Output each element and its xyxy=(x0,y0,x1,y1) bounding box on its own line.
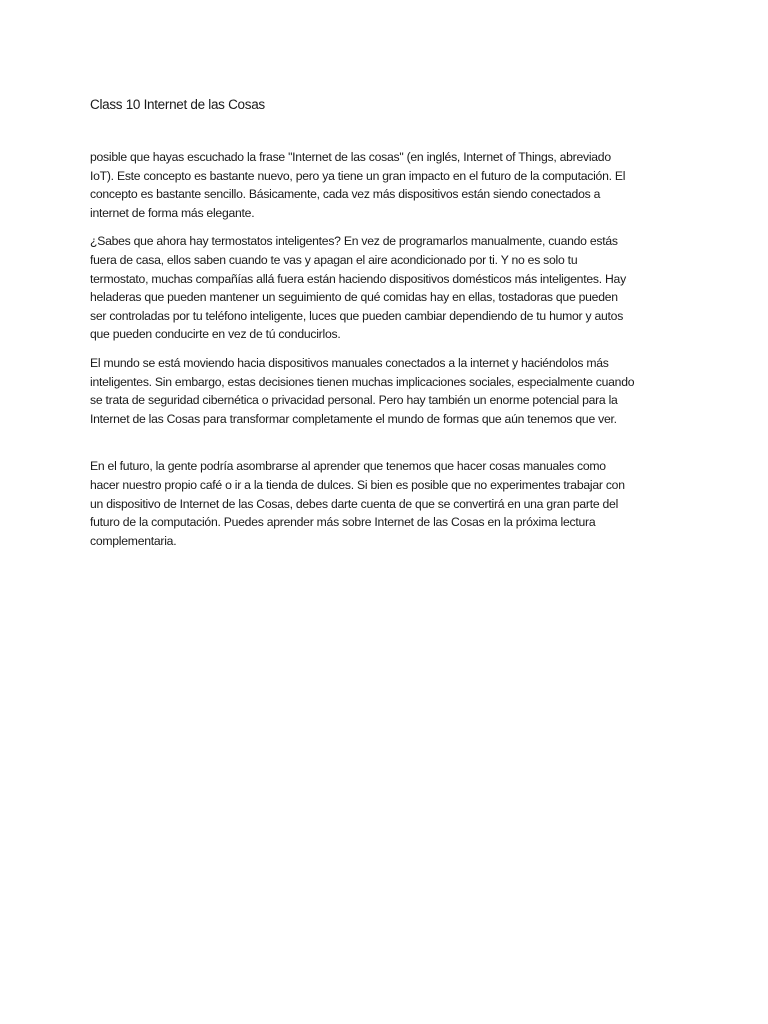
text-line: se trata de seguridad cibernética o privacidad personal. Pero hay también un enorme potencial para la xyxy=(90,393,618,408)
text-line: ser controladas por tu teléfono inteligente, luces que pueden cambiar dependiendo de tu humor y autos xyxy=(90,308,624,323)
text-line: ¿Sabes que ahora hay termostatos inteligentes? En vez de programarlos manualmente, cuando estás xyxy=(90,234,618,249)
text-line: inteligentes. Sin embargo, estas decisiones tienen muchas implicaciones sociales, especialmente cuando xyxy=(90,374,635,389)
text-line: un dispositivo de Internet de las Cosas, debes darte cuenta de que se convertirá en una gran parte del xyxy=(90,496,619,511)
text-line: complementaria. xyxy=(90,533,177,548)
text-line: heladeras que pueden mantener un seguimiento de qué comidas hay en ellas, tostadoras que pueden xyxy=(90,290,618,305)
text-line: futuro de la computación. Puedes aprender más sobre Internet de las Cosas en la próxima lectura xyxy=(90,515,596,530)
text-line: internet de forma más elegante. xyxy=(90,205,255,220)
paragraph-3 xyxy=(90,354,690,428)
paragraph-1 xyxy=(90,148,690,222)
text-line: Internet de las Cosas para transformar completamente el mundo de formas que aún tenemos que ver. xyxy=(90,411,617,426)
text-line: El mundo se está moviendo hacia dispositivos manuales conectados a la internet y haciéndolos más xyxy=(90,355,609,370)
document-body xyxy=(90,148,690,560)
text-line: termostato, muchas compañías allá fuera están haciendo dispositivos domésticos más inteligentes. Hay xyxy=(90,271,626,286)
text-line: IoT). Este concepto es bastante nuevo, pero ya tiene un gran impacto en el futuro de la computación. El xyxy=(90,168,626,183)
document-title: Class 10 Internet de las Cosas xyxy=(90,97,265,112)
text-line: hacer nuestro propio café o ir a la tienda de dulces. Si bien es posible que no experimentes trabajar con xyxy=(90,477,625,492)
paragraph-2 xyxy=(90,232,690,344)
text-line: concepto es bastante sencillo. Básicamente, cada vez más dispositivos están siendo conectados a xyxy=(90,187,601,202)
text-line: En el futuro, la gente podría asombrarse al aprender que tenemos que hacer cosas manuales como xyxy=(90,459,606,474)
text-line: fuera de casa, ellos saben cuando te vas y apagan el aire acondicionado por ti. Y no es solo tu xyxy=(90,252,578,267)
text-line: posible que hayas escuchado la frase "Internet de las cosas" (en inglés, Internet of Things, abreviado xyxy=(90,150,611,164)
paragraph-4 xyxy=(90,457,690,550)
text-line: que pueden conducirte en vez de tú conducirlos. xyxy=(90,327,341,342)
